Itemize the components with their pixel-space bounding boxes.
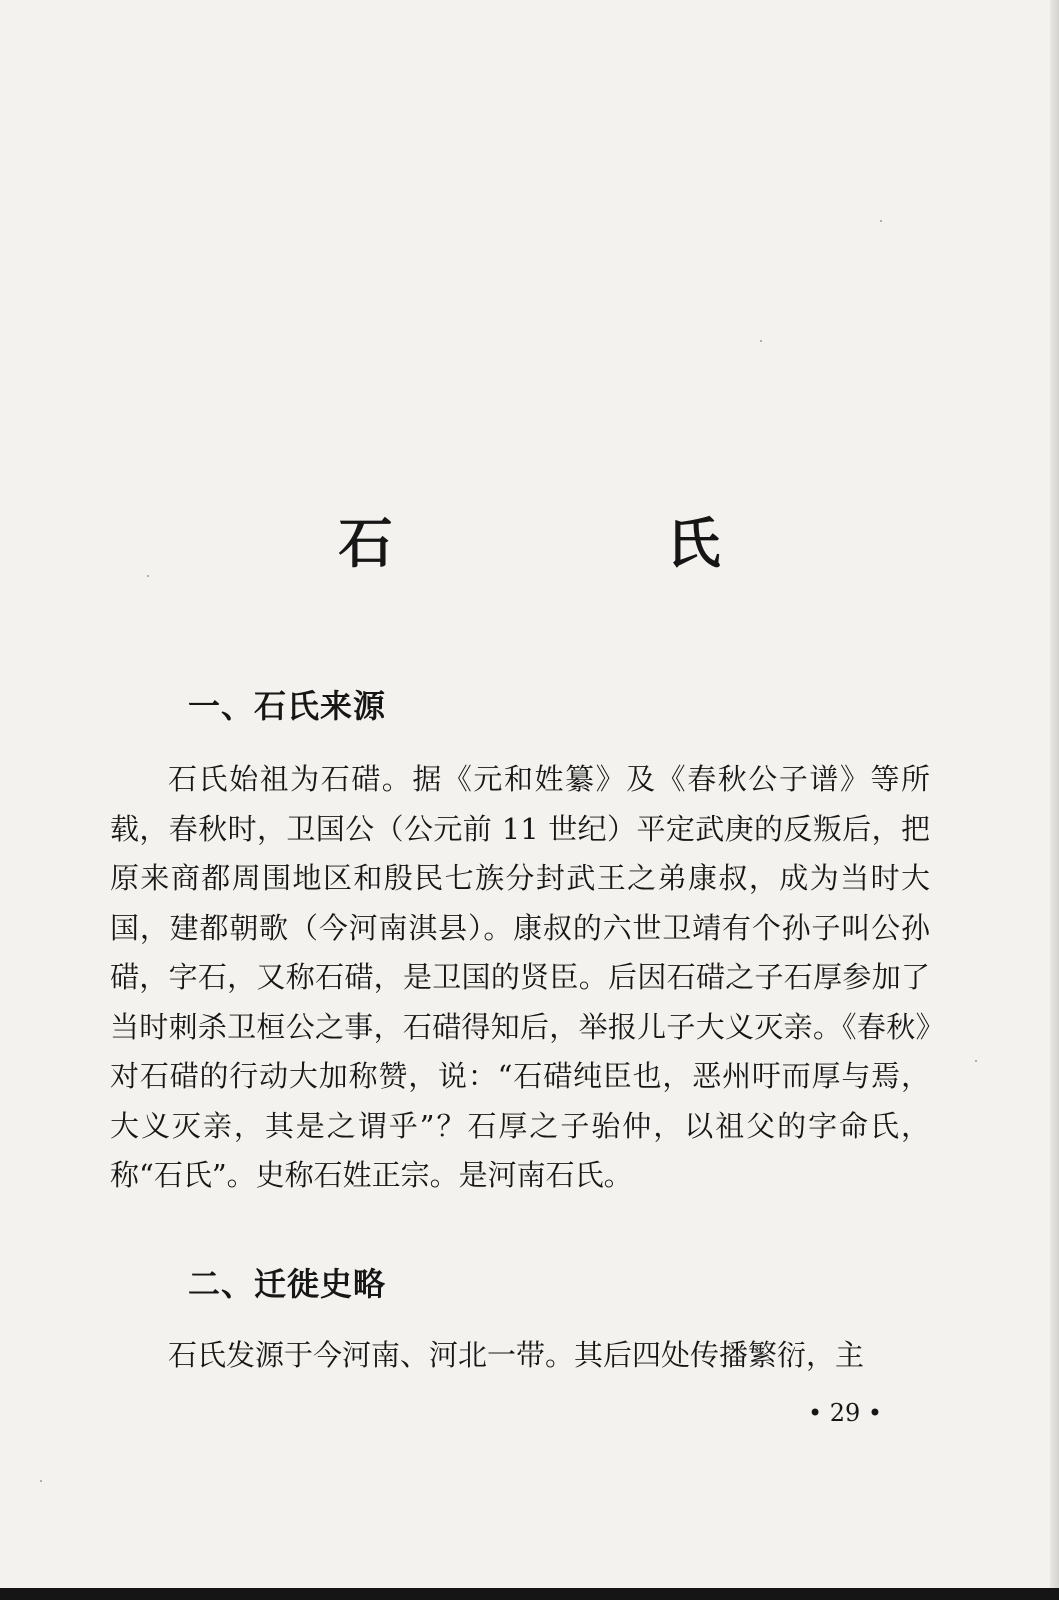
paper-speck [975,1060,977,1062]
scan-bottom-edge [0,1588,1059,1600]
page-number: • 29 • [807,1399,883,1427]
section-heading-origin: 一、石氏来源 [188,687,387,725]
section-heading-migration: 二、迁徙史略 [188,1265,387,1303]
paper-speck [40,1480,42,1482]
section-paragraph-migration: 石氏发源于今河南、河北一带。其后四处传播繁衍，主 [168,1338,865,1372]
paper-speck [760,340,762,342]
page-title: 石 氏 [338,511,831,575]
page-edge-shadow [1050,0,1059,1600]
paper-speck [880,220,882,222]
section-paragraph-origin: 石氏始祖为石碏。据《元和姓纂》及《春秋公子谱》等所载，春秋时，卫国公（公元前 11 世纪）平定武庚的反叛后，把原来商都周围地区和殷民七族分封武王之弟康叔，成为当时大国，建都朝歌（今河南淇县）。康叔的六世卫靖有个孙子叫公孙碏，字石，又称石碏，是卫国的贤臣。后因石碏之子石厚参加了当时刺杀卫桓公之事，石碏得知后，举报儿子大义灭亲。《春秋》对石碏的行动大加称赞，说：“石碏纯臣也，恶州吁而厚与焉，大义灭亲，其是之谓乎”？石厚之子骀仲，以祖父的字命氏，称“石氏”。史称石姓正宗。是河南石氏。 [110,762,930,1192]
